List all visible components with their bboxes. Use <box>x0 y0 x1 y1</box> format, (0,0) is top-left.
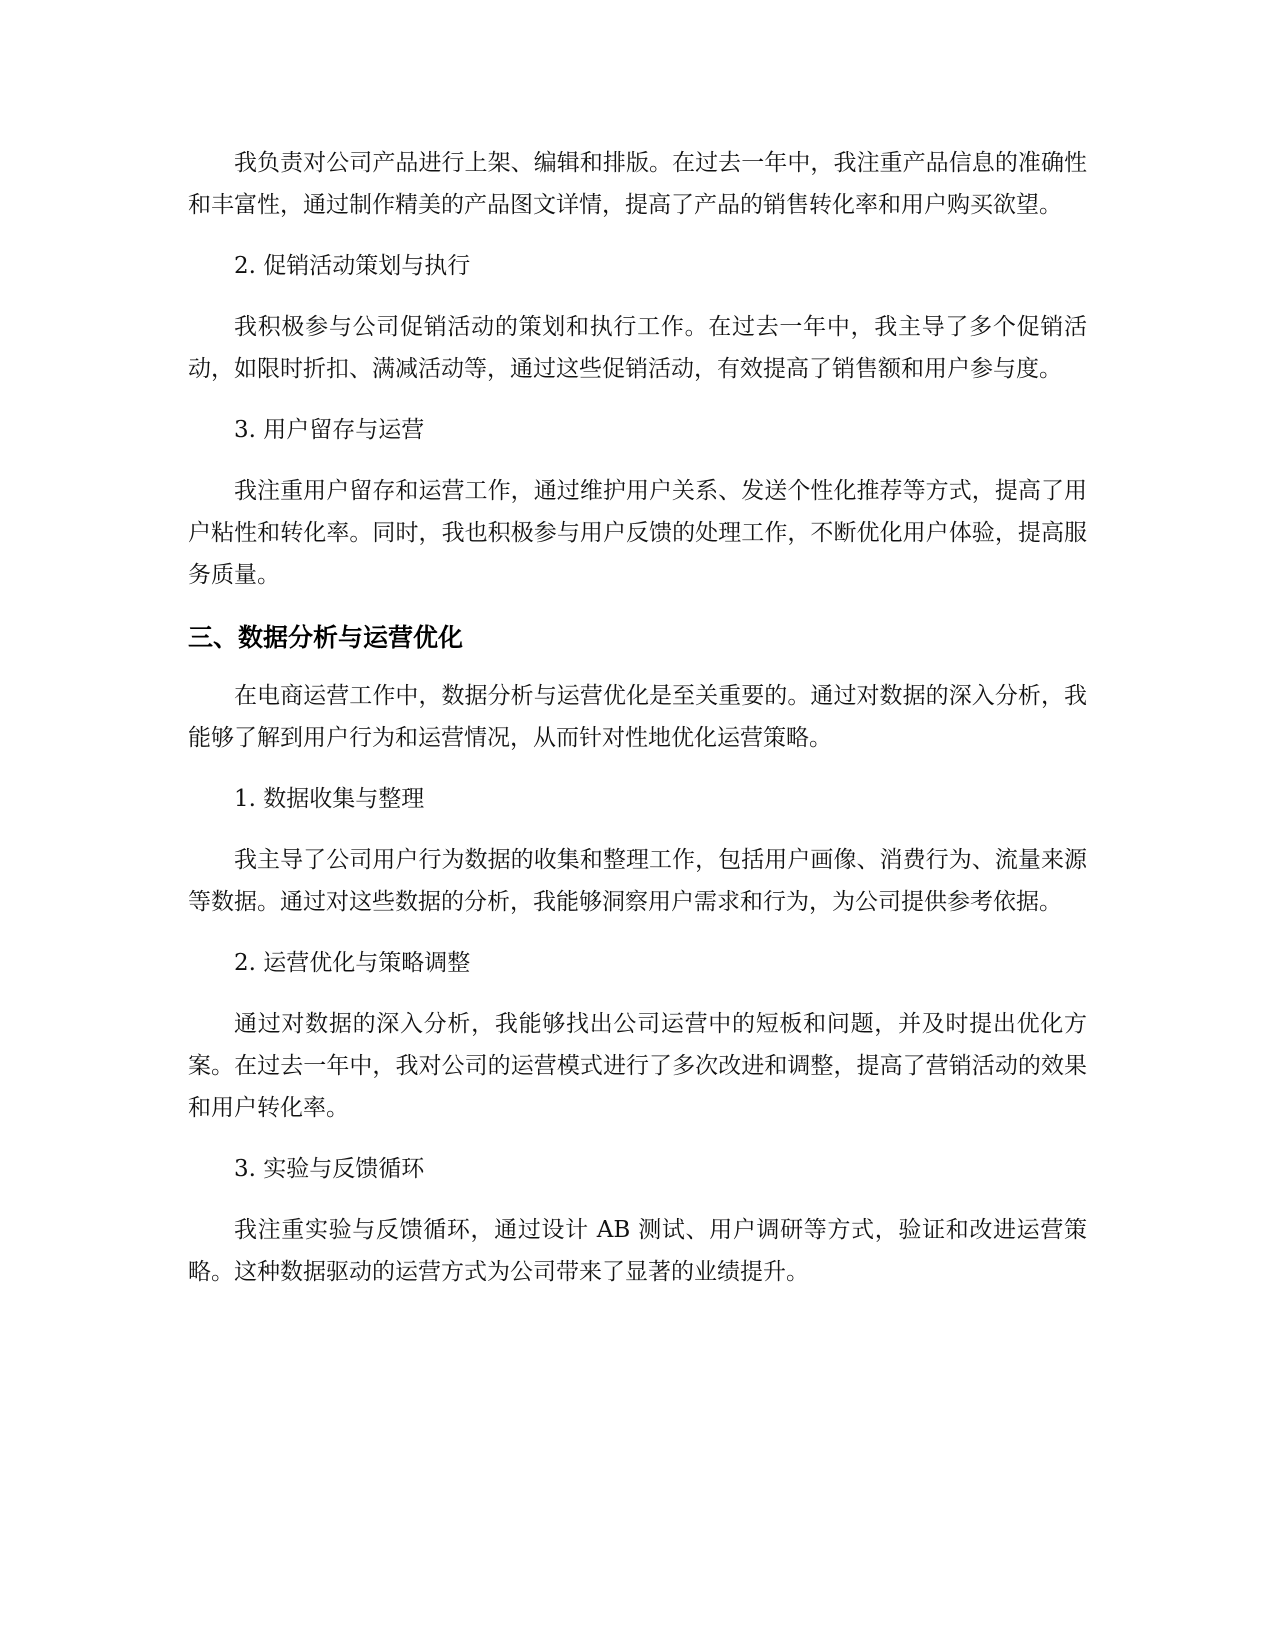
paragraph-data-analysis-intro: 在电商运营工作中，数据分析与运营优化是至关重要的。通过对数据的深入分析，我能够了解到用户行为和运营情况，从而针对性地优化运营策略。 <box>188 683 1087 751</box>
subheading-data-collection: 1. 数据收集与整理 <box>234 786 425 812</box>
paragraph-product-listing: 我负责对公司产品进行上架、编辑和排版。在过去一年中，我注重产品信息的准确性和丰富性，通过制作精美的产品图文详情，提高了产品的销售转化率和用户购买欲望。 <box>188 150 1087 218</box>
section-heading-data-analysis: 三、数据分析与运营优化 <box>188 623 464 652</box>
subheading-operations-optimization: 2. 运营优化与策略调整 <box>234 950 471 976</box>
subheading-experiment-feedback: 3. 实验与反馈循环 <box>234 1156 425 1182</box>
subheading-user-retention: 3. 用户留存与运营 <box>234 417 425 443</box>
paragraph-promotion-planning: 我积极参与公司促销活动的策划和执行工作。在过去一年中，我主导了多个促销活动，如限时折扣、满减活动等，通过这些促销活动，有效提高了销售额和用户参与度。 <box>188 314 1087 382</box>
paragraph-experiment-feedback: 我注重实验与反馈循环，通过设计 AB 测试、用户调研等方式，验证和改进运营策略。这种数据驱动的运营方式为公司带来了显著的业绩提升。 <box>188 1217 1087 1285</box>
subheading-promotion-planning: 2. 促销活动策划与执行 <box>234 253 471 279</box>
document-body <box>188 142 1087 1312</box>
paragraph-user-retention: 我注重用户留存和运营工作，通过维护用户关系、发送个性化推荐等方式，提高了用户粘性和转化率。同时，我也积极参与用户反馈的处理工作，不断优化用户体验，提高服务质量。 <box>188 478 1087 588</box>
paragraph-data-collection: 我主导了公司用户行为数据的收集和整理工作，包括用户画像、消费行为、流量来源等数据。通过对这些数据的分析，我能够洞察用户需求和行为，为公司提供参考依据。 <box>188 847 1087 915</box>
paragraph-operations-optimization: 通过对数据的深入分析，我能够找出公司运营中的短板和问题，并及时提出优化方案。在过去一年中，我对公司的运营模式进行了多次改进和调整，提高了营销活动的效果和用户转化率。 <box>188 1011 1087 1121</box>
